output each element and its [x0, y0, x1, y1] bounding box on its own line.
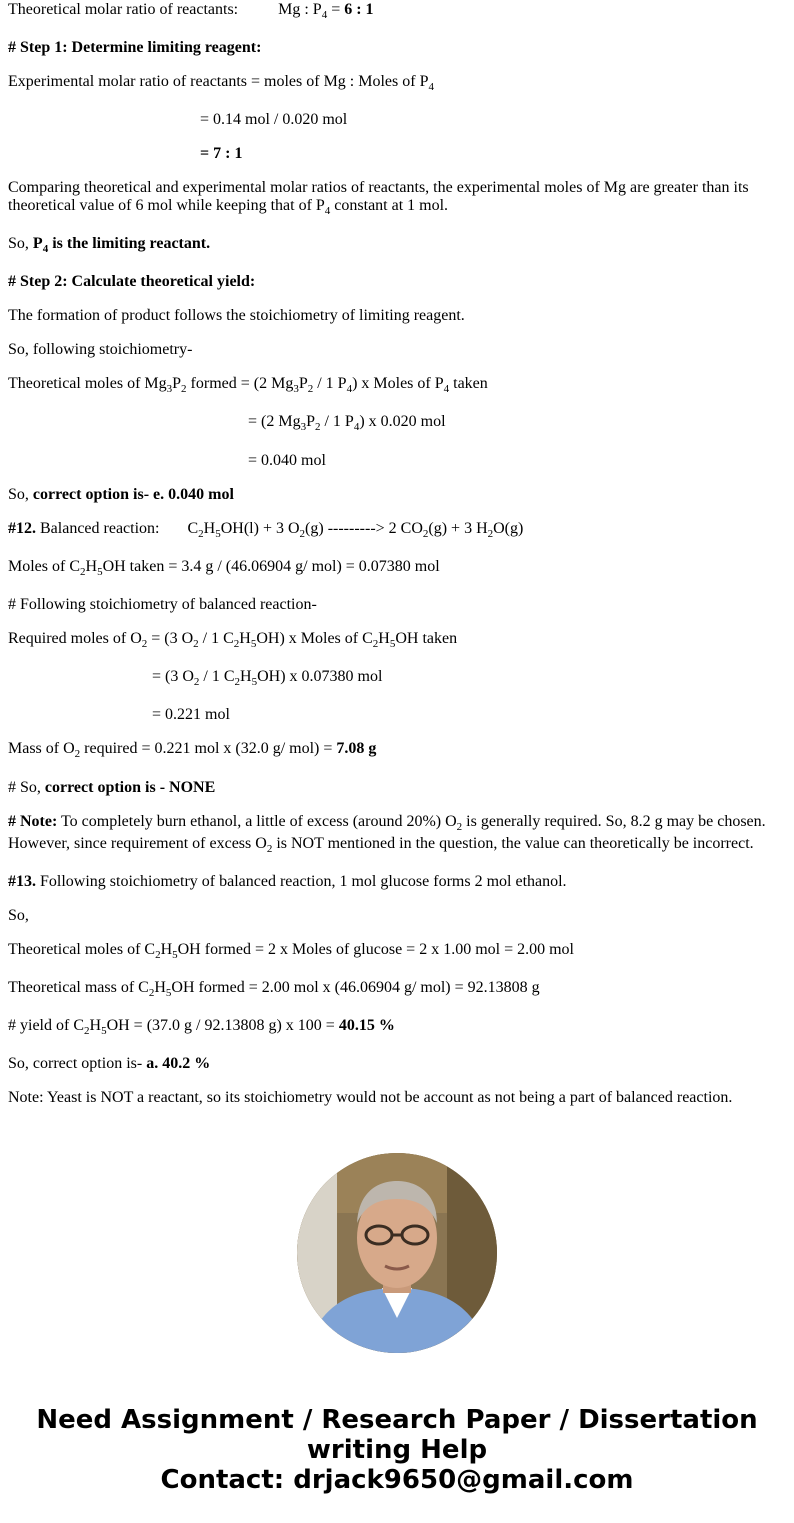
q13-note [8, 1089, 732, 1107]
calc-line-1 [200, 111, 347, 129]
q12-note-line-2 [8, 835, 754, 853]
text: C [187, 520, 199, 537]
subscript: 4 [443, 383, 450, 395]
subscript: 2 [233, 638, 240, 650]
text: Theoretical mass of C [8, 979, 149, 996]
subscript: 5 [251, 676, 258, 688]
text: / 1 C [198, 630, 234, 647]
step2-calc-1: = (2 $Mg_3P_2 / 1$ $P_4$) x 0.020 mol [248, 413, 446, 433]
text: Need Assignment / Research Paper / Dissertation [36, 1405, 758, 1435]
author-avatar [297, 1153, 497, 1353]
text: = 0.14 mol / 0.020 mol [200, 111, 348, 128]
answer-text: correct option is- e. 0.040 mol [32, 486, 234, 503]
text: OH) x 0.07380 mol [257, 668, 383, 685]
subscript: 2 [84, 1025, 90, 1037]
text: = (3 O [152, 668, 194, 685]
subscript: 3 [166, 383, 173, 395]
subscript: 2 [314, 421, 321, 433]
q12-answer [8, 779, 215, 797]
q12-note-line-1 [8, 813, 766, 831]
text: ) x 0.020 mol [359, 413, 446, 430]
answer-text: correct option is - NONE [44, 779, 216, 796]
answer-11 [8, 486, 234, 504]
theoretical-moles-line: Theoretical moles of $Mg_3P_2$ formed = (2 $Mg_3P_2 / 1$ $P_4$) x Moles of $P_4$ taken [8, 375, 488, 395]
ratio-label: Theoretical molar ratio of reactants: [8, 1, 239, 18]
text: # So, [8, 779, 45, 796]
step1-heading [8, 39, 261, 57]
text: Theoretical moles of Mg [8, 375, 167, 392]
note-heading: # Note: [8, 813, 58, 830]
subscript: 2 [266, 843, 273, 855]
ratio-eq: = [327, 1, 345, 18]
q12-required-line: Required moles of $O_2 = (3$ $O_2 / 1$ $C_2H_5OH$) x Moles of $C_2H_5OH$ taken [8, 630, 458, 650]
subscript: 2 [307, 383, 314, 395]
subscript: 2 [181, 383, 187, 395]
text: (g) + 3 H [428, 520, 488, 537]
q13-moles-line: Theoretical moles of $C_2H_5OH$ formed = 2 x Moles of glucose = 2 x 1.00 mol = 2.00 mol [8, 941, 574, 961]
subscript: 2 [234, 676, 241, 688]
text: O(g) [493, 520, 524, 537]
subscript: 3 [300, 421, 307, 433]
subscript: 2 [193, 638, 199, 650]
subscript: 2 [456, 821, 463, 833]
q12-following [8, 596, 317, 614]
text: The formation of product follows the stoichiometry of limiting reagent. [8, 307, 465, 324]
subscript: 4 [42, 243, 49, 255]
q13-so [8, 907, 29, 925]
text: = 7 : 1 [200, 145, 243, 162]
text: OH) x Moles of C [256, 630, 373, 647]
mass-value: 7.08 g [336, 740, 377, 757]
subscript: 2 [155, 949, 161, 961]
subscript: 4 [346, 383, 353, 395]
heading-text: # Step 1: Determine limiting reagent: [8, 39, 262, 56]
subscript: 2 [193, 676, 200, 688]
subscript: 2 [141, 638, 148, 650]
text: # yield of C [8, 1017, 84, 1034]
footer-contact [0, 1465, 794, 1495]
limiting-reactant-line [8, 235, 210, 253]
text: Balanced reaction: [36, 520, 160, 537]
answer-text: a. 40.2 % [146, 1055, 211, 1072]
subscript: 3 [293, 383, 299, 395]
subscript: 5 [101, 1025, 107, 1037]
text: So, following stoichiometry- [8, 341, 193, 358]
subscript: 5 [250, 638, 257, 650]
text: OH taken [395, 630, 458, 647]
text: = (2 Mg [248, 413, 301, 430]
text: = 0.040 mol [248, 452, 326, 469]
text: Theoretical moles of C [8, 941, 156, 958]
subscript: 2 [372, 638, 379, 650]
q13-yield-line: # yield of $C_2H_5OH = (37.0$ g / 92.13808 g) x 100 = 40.15 % [8, 1017, 395, 1037]
text: Following stoichiometry of balanced reaction, 1 mol glucose forms 2 mol ethanol. [36, 873, 567, 890]
subscript: 4 [324, 205, 331, 217]
subscript: 2 [74, 748, 81, 760]
calc-line-2 [200, 145, 242, 163]
subscript: 4 [428, 81, 434, 93]
subscript: 4 [321, 9, 328, 21]
yield-value: 40.15 % [338, 1017, 395, 1034]
question-number: #12. [8, 520, 36, 537]
text: writing Help [306, 1435, 488, 1465]
q12-mass-line [8, 740, 376, 758]
comparison-paragraph [8, 179, 778, 215]
text: Required moles of O [8, 630, 142, 647]
subscript: 2 [487, 528, 494, 540]
text: taken [449, 375, 488, 392]
step2-line-1 [8, 307, 465, 325]
text: P [32, 235, 43, 252]
avatar-portrait [297, 1153, 497, 1353]
subscript: 2 [80, 566, 86, 578]
q13-intro [8, 873, 567, 891]
subscript: 2 [148, 987, 155, 999]
text: Mass of O [8, 740, 75, 757]
footer-line-1 [0, 1405, 794, 1435]
text: So, correct option is- [8, 1055, 147, 1072]
text: However, since requirement of excess O [8, 835, 267, 852]
text: So, [8, 235, 33, 252]
experimental-ratio-line [8, 73, 434, 91]
q13-answer [8, 1055, 210, 1073]
text: OH formed = 2 x Moles of glucose = 2 x 1.00 mol = 2.00 mol [177, 941, 574, 958]
q12-calc-1: = (3 $O_2 / 1$ $C_2H_5OH$) x 0.07380 mol [152, 668, 383, 688]
subscript: 5 [172, 949, 178, 961]
text: formed = (2 Mg [186, 375, 294, 392]
text: So, [8, 907, 29, 924]
text: Note: Yeast is NOT a reactant, so its stoichiometry would not be account as not being a part of balanced reaction. [8, 1089, 733, 1106]
subscript: 5 [165, 987, 172, 999]
step2-calc-2 [248, 452, 326, 470]
text: Comparing theoretical and experimental molar ratios of reactants, the experimental moles of Mg are greater than its theoretical value of 6 mol while keeping that of P [8, 179, 749, 214]
text: / 1 C [199, 668, 235, 685]
text: (g) ---------> 2 CO [305, 520, 423, 537]
subscript: 5 [215, 528, 221, 540]
text: OH = (37.0 g / 92.13808 g) x 100 = [106, 1017, 339, 1034]
text: required = 0.221 mol x (32.0 g/ mol) = [80, 740, 337, 757]
text: is NOT mentioned in the question, the value can theoretically be incorrect. [272, 835, 754, 852]
text: = (3 O [147, 630, 194, 647]
subscript: 2 [198, 528, 204, 540]
text: = 0.221 mol [152, 706, 230, 723]
text: / 1 P [320, 413, 354, 430]
footer-line-2 [0, 1435, 794, 1465]
text: OH(l) + 3 O [220, 520, 300, 537]
step2-heading [8, 273, 255, 291]
text: # Following stoichiometry of balanced reaction- [8, 596, 317, 613]
q13-mass-line: Theoretical mass of $C_2H_5OH$ formed = 2.00 mol x (46.06904 g/ mol) = 92.13808 g [8, 979, 540, 999]
heading-text: # Step 2: Calculate theoretical yield: [8, 273, 256, 290]
text: Experimental molar ratio of reactants = moles of Mg : Moles of P [8, 73, 429, 90]
ratio-value: 6 : 1 [344, 1, 374, 18]
text: Moles of C [8, 558, 80, 575]
theoretical-ratio-line [8, 1, 374, 19]
subscript: 4 [353, 421, 360, 433]
text: constant at 1 mol. [330, 197, 449, 214]
text: ) x Moles of P [352, 375, 444, 392]
text: OH formed = 2.00 mol x (46.06904 g/ mol) = 92.13808 g [171, 979, 540, 996]
q12-calc-2 [152, 706, 230, 724]
question-number: #13. [8, 873, 36, 890]
subscript: 2 [299, 528, 306, 540]
step2-line-2 [8, 341, 192, 359]
text: / 1 P [313, 375, 347, 392]
text: OH taken = 3.4 g / (46.06904 g/ mol) = 0.07380 mol [102, 558, 440, 575]
text: is generally required. So, 8.2 g may be chosen. [462, 813, 766, 830]
q12-moles-line: Moles of $C_2H_5OH$ taken = 3.4 g / (46.06904 g/ mol) = 0.07380 mol [8, 558, 440, 578]
subscript: 5 [97, 566, 103, 578]
q12-reaction-line: #12. Balanced reaction: $C_2H_5OH(l) + 3$ $O_2(g)$ ---------> 2 $CO_2(g) + 3$ $H_2O(g)$ [8, 520, 524, 540]
subscript: 5 [389, 638, 396, 650]
text: To completely burn ethanol, a little of excess (around 20%) O [57, 813, 457, 830]
contact-email[interactable]: Contact: drjack9650@gmail.com [160, 1465, 634, 1495]
text: is the limiting reactant. [48, 235, 211, 252]
subscript: 2 [422, 528, 429, 540]
text: So, [8, 486, 33, 503]
ratio-text: Mg : P [278, 1, 322, 18]
